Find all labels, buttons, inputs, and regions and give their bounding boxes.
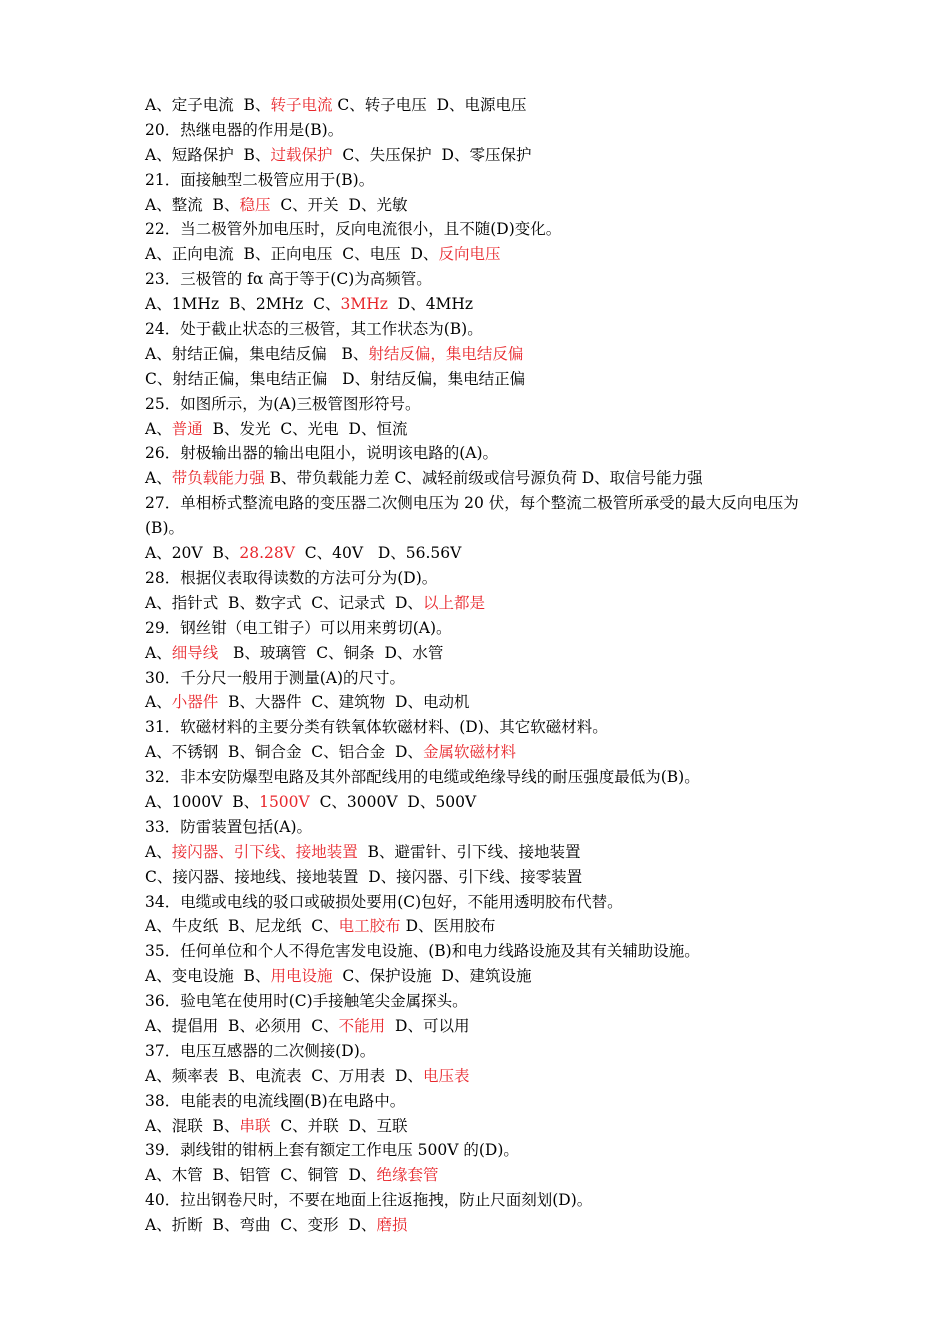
text-segment: 35．任何单位和个人不得危害发电设施、(B)和电力线路设施及其有关辅助设施。 [145,942,700,961]
correct-answer: 细导线 [171,643,219,662]
options-line [145,417,815,442]
question-line [145,989,815,1014]
correct-answer: 以上都是 [422,593,485,612]
text-segment: B、玻璃管 C、铜条 D、水管 [218,643,444,662]
text-segment: 28．根据仪表取得读数的方法可分为(D)。 [145,568,438,587]
options-line [145,466,815,491]
question-line [145,566,815,591]
question-line [145,1188,815,1213]
text-segment: A、 [145,693,172,712]
text-segment: B、发光 C、光电 D、恒流 [202,419,408,438]
question-document [145,93,815,1238]
options-line [145,1163,815,1188]
text-segment: B、带负载能力差 C、减轻前级或信号源负荷 D、取信号能力强 [264,469,703,488]
text-segment: A、 [145,842,172,861]
text-segment: C、并联 D、互联 [270,1116,408,1135]
correct-answer: 串联 [239,1116,271,1135]
text-segment: 40．拉出钢卷尺时，不要在地面上往返拖拽，防止尺面刻划(D)。 [145,1191,593,1210]
question-line [145,267,815,292]
text-segment: 21．面接触型二极管应用于(B)。 [145,170,375,189]
question-line [145,616,815,641]
text-segment: C、接闪器、接地线、接地装置 D、接闪器、引下线、接零装置 [145,867,583,886]
text-segment: A、牛皮纸 B、尼龙纸 C、 [145,917,339,936]
options-line [145,865,815,890]
text-segment: 37．电压互感器的二次侧接(D)。 [145,1041,376,1060]
correct-answer: 接闪器、引下线、接地装置 [171,842,358,861]
correct-answer: 磨损 [376,1216,408,1235]
text-segment: B、大器件 C、建筑物 D、电动机 [218,693,470,712]
text-segment: A、变电设施 B、 [145,967,271,986]
options-line [145,143,815,168]
text-segment: A、频率表 B、电流表 C、万用表 D、 [145,1066,423,1085]
text-segment: 36．验电笔在使用时(C)手接触笔尖金属探头。 [145,992,468,1011]
options-line [145,1014,815,1039]
correct-answer: 用电设施 [270,967,333,986]
question-line [145,317,815,342]
text-segment: 29．钢丝钳（电工钳子）可以用来剪切(A)。 [145,618,452,637]
correct-answer: 反向电压 [438,245,501,264]
correct-answer: 转子电流 [270,96,333,114]
correct-answer: 小器件 [171,693,219,712]
options-line [145,914,815,939]
options-line [145,1114,815,1139]
text-segment: C、开关 D、光敏 [270,195,408,214]
question-line [145,715,815,740]
text-segment: 22．当二极管外加电压时，反向电流很小，且不随(D)变化。 [145,220,562,239]
question-line [145,939,815,964]
text-segment: A、正向电流 B、正向电压 C、电压 D、 [145,245,439,264]
options-line [145,242,815,267]
options-line [145,790,815,815]
options-line [145,541,815,566]
question-line [145,815,815,840]
text-segment: 38．电能表的电流线圈(B)在电路中。 [145,1091,406,1110]
options-line [145,1213,815,1238]
text-segment: A、 [145,469,172,488]
question-line [145,1039,815,1064]
options-line [145,964,815,989]
text-segment: D、医用胶布 [400,917,496,936]
text-segment: 33．防雷装置包括(A)。 [145,817,313,836]
options-line [145,840,815,865]
correct-answer: 带负载能力强 [171,469,265,488]
text-segment: 25．如图所示，为(A)三极管图形符号。 [145,394,421,413]
options-line [145,690,815,715]
correct-answer: 过载保护 [270,145,333,164]
question-line [145,217,815,242]
text-segment: 31．软磁材料的主要分类有铁氧体软磁材料、(D)、其它软磁材料。 [145,718,608,737]
options-line [145,193,815,218]
question-line [145,890,815,915]
text-segment: D、可以用 [385,1016,470,1035]
question-line [145,118,815,143]
text-segment: C、转子电压 D、电源电压 [332,96,527,114]
text-segment: A、射结正偏，集电结反偏 B、 [145,344,369,363]
options-line [145,292,815,317]
text-segment: A、1MHz B、2MHz C、 [145,295,341,314]
text-segment: 32．非本安防爆型电路及其外部配线用的电缆或绝缘导线的耐压强度最低为(B)。 [145,768,700,787]
text-segment: A、定子电流 B、 [145,96,271,114]
options-line [145,740,815,765]
text-segment: 39．剥线钳的钳柄上套有额定工作电压 500V 的(D)。 [145,1141,519,1160]
text-segment: C、40V D、56.56V [294,544,462,563]
question-line [145,765,815,790]
text-segment: D、4MHz [387,295,474,314]
question-line [145,392,815,417]
text-segment: A、指针式 B、数字式 C、记录式 D、 [145,593,423,612]
correct-answer: 射结反偏，集电结反偏 [368,344,524,363]
text-segment: 26．射极输出器的输出电阻小，说明该电路的(A)。 [145,444,499,463]
question-line [145,1089,815,1114]
correct-answer: 1500V [259,792,310,811]
text-segment: C、失压保护 D、零压保护 [332,145,532,164]
text-segment: A、短路保护 B、 [145,145,271,164]
question-line [145,168,815,193]
text-segment: A、混联 B、 [145,1116,240,1135]
text-segment: 27．单相桥式整流电路的变压器二次侧电压为 20 伏，每个整流二极管所承受的最大反向电压为(B)。 [145,494,799,538]
correct-answer: 普通 [171,419,203,438]
correct-answer: 电工胶布 [338,917,401,936]
options-line [145,591,815,616]
correct-answer: 3MHz [340,295,388,314]
question-line [145,441,815,466]
text-segment: B、避雷针、引下线、接地装置 [357,842,581,861]
correct-answer: 电压表 [422,1066,470,1085]
options-line [145,367,815,392]
text-segment: A、木管 B、铝管 C、铜管 D、 [145,1166,377,1185]
question-line [145,666,815,691]
question-line [145,491,815,541]
correct-answer: 28.28V [239,544,295,563]
correct-answer: 不能用 [338,1016,386,1035]
text-segment: 20．热继电器的作用是(B)。 [145,120,344,139]
text-segment: C、射结正偏，集电结正偏 D、射结反偏，集电结正偏 [145,369,526,388]
options-line [145,1064,815,1089]
text-segment: A、整流 B、 [145,195,240,214]
text-segment: A、提倡用 B、必须用 C、 [145,1016,339,1035]
text-segment: A、不锈钢 B、铜合金 C、铝合金 D、 [145,743,423,762]
question-line [145,1138,815,1163]
text-segment: A、20V B、 [145,544,240,563]
text-segment: A、1000V B、 [145,792,260,811]
text-segment: C、保护设施 D、建筑设施 [332,967,532,986]
options-line [145,641,815,666]
text-segment: C、3000V D、500V [309,792,477,811]
text-segment: A、 [145,643,172,662]
text-segment: A、 [145,419,172,438]
text-segment: 30．千分尺一般用于测量(A)的尺寸。 [145,668,406,687]
text-segment: 23．三极管的 fα 高于等于(C)为高频管。 [145,270,432,289]
text-segment: 34．电缆或电线的驳口或破损处要用(C)包好，不能用透明胶布代替。 [145,892,623,911]
correct-answer: 金属软磁材料 [422,743,516,762]
text-segment: 24．处于截止状态的三极管，其工作状态为(B)。 [145,320,483,339]
options-line [145,342,815,367]
correct-answer: 绝缘套管 [376,1166,439,1185]
text-segment: A、折断 B、弯曲 C、变形 D、 [145,1216,377,1235]
correct-answer: 稳压 [239,195,271,214]
options-line [145,93,815,118]
